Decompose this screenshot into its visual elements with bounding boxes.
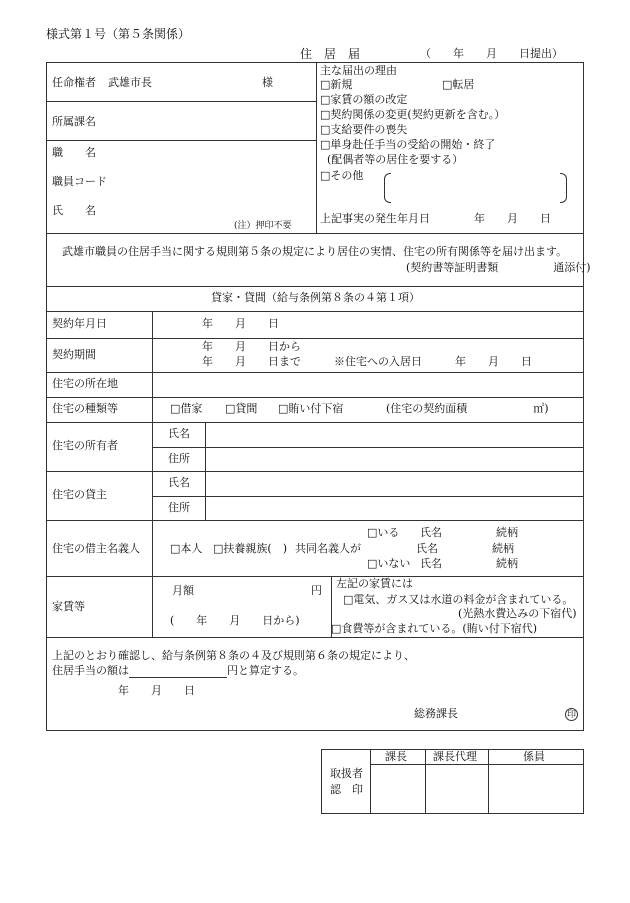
post-label: 職 名 — [52, 146, 96, 159]
owner-name-label: 氏名 — [168, 427, 190, 440]
form-number: 様式第１号（第５条関係） — [46, 27, 191, 41]
owner-address-label: 住所 — [168, 452, 190, 465]
general-affairs-manager: 総務課長 — [414, 707, 458, 720]
type-rent-house-checkbox[interactable]: □ 借家 — [170, 403, 202, 416]
submission-date: （ 年 月 日提出） — [420, 47, 563, 60]
manager-seal: 印 — [566, 710, 576, 720]
staff-code-label: 職員コード — [52, 175, 107, 188]
approval-col-manager: 課長 — [385, 750, 407, 763]
statement-attachment: (契約書等証明書類 通添付) — [406, 261, 591, 274]
staff-stamp-area[interactable] — [489, 765, 583, 813]
contract-date-value: 年 月 日 — [202, 317, 279, 330]
occurrence-date-label: 上記事実の発生年月日 — [320, 212, 430, 225]
occurrence-date-value: 年 月 日 — [474, 212, 551, 225]
seal-note: (注）押印不要 — [234, 221, 292, 231]
reasons-title: 主な届出の理由 — [320, 64, 397, 77]
co-present-checkbox[interactable]: □ いる — [367, 527, 399, 540]
appointer-value: 武雄市長 — [108, 76, 152, 89]
rent-yen-label: 円 — [311, 584, 322, 597]
approval-col-staff: 係員 — [523, 750, 545, 763]
reason-single-posting-note: (配偶者等の居住を要する） — [327, 153, 464, 166]
appointer-label: 任命権者 — [52, 76, 96, 89]
allowance-amount-field[interactable] — [129, 666, 227, 678]
tenant-label: 住宅の借主名義人 — [52, 542, 140, 555]
confirm-date: 年 月 日 — [118, 684, 195, 697]
co-name-3: 氏名 — [420, 557, 442, 570]
rent-food-checkbox[interactable]: □ 食費等が含まれている。(賄い付下宿代) — [331, 623, 537, 636]
honorific: 様 — [262, 76, 273, 89]
tenant-self-checkbox[interactable]: □ 本人 — [170, 543, 202, 556]
rent-includes-title: 左記の家賃には — [336, 577, 413, 590]
rental-heading: 貸家・貸間（給与条例第８条の４第１項） — [211, 291, 420, 304]
approval-col-deputy: 課長代理 — [433, 750, 477, 763]
rent-utilities-note: (光熱水費込みの下宿代) — [458, 607, 577, 620]
floor-area: (住宅の契約面積 ㎡) — [386, 402, 549, 415]
contract-period-to: 年 月 日まで — [202, 355, 301, 368]
co-name-1: 氏名 — [420, 526, 442, 539]
confirm-line1: 上記のとおり確認し、給与条例第８条の４及び規則第６条の規定により、 — [52, 649, 415, 662]
manager-stamp-area[interactable] — [371, 765, 425, 813]
address-label: 住宅の所在地 — [52, 377, 118, 390]
lessor-name-label: 氏名 — [168, 476, 190, 489]
confirm-line2: 住居手当の額は 円と算定する。 — [52, 664, 304, 677]
form-title: 住 居 届 — [300, 47, 361, 61]
other-bracket-left — [384, 173, 391, 203]
rent-utilities-checkbox[interactable]: □ 電気、ガス又は水道の料金が含まれている。 — [343, 594, 573, 607]
rent-from-date: ( 年 月 日から) — [170, 614, 300, 627]
co-relation-2: 続柄 — [492, 542, 514, 555]
other-bracket-right — [560, 173, 567, 203]
reason-new-checkbox[interactable]: □ 新規 — [320, 79, 352, 92]
approval-label-1: 取扱者 — [330, 767, 363, 780]
reason-other-checkbox[interactable]: □ その他 — [320, 170, 363, 183]
rent-monthly-label: 月額 — [172, 584, 194, 597]
lessor-address-label: 住所 — [168, 501, 190, 514]
name-label: 氏 名 — [52, 204, 96, 217]
section-label: 所属課名 — [52, 115, 96, 128]
lessor-label: 住宅の貸主 — [52, 488, 107, 501]
reason-move-checkbox[interactable]: □ 転居 — [442, 79, 474, 92]
co-absent-checkbox[interactable]: □ いない — [367, 558, 410, 571]
type-board-checkbox[interactable]: □ 賄い付下宿 — [278, 403, 343, 416]
approval-label-2: 認 印 — [330, 783, 363, 796]
type-rent-room-checkbox[interactable]: □ 貸間 — [225, 403, 257, 416]
co-tenant-label: 共同名義人が — [295, 542, 361, 555]
co-relation-1: 続柄 — [496, 526, 518, 539]
contract-period-label: 契約期間 — [52, 348, 96, 361]
reason-contract-change-checkbox[interactable]: □ 契約関係の変更(契約更新を含む。） — [320, 109, 505, 122]
tenant-dependent-checkbox[interactable]: □ 扶養親族( ) — [213, 543, 287, 556]
move-in-date: ※住宅への入居日 年 月 日 — [334, 355, 532, 368]
rent-label: 家賃等 — [52, 600, 85, 613]
reason-rent-change-checkbox[interactable]: □ 家賃の額の改定 — [320, 94, 407, 107]
reason-single-posting-checkbox[interactable]: □ 単身赴任手当の受給の開始・終了 — [320, 139, 495, 152]
co-relation-3: 続柄 — [496, 557, 518, 570]
reason-loss-checkbox[interactable]: □ 支給要件の喪失 — [320, 124, 407, 137]
statement-line1: 武雄市職員の住居手当に関する規則第５条の規定により居住の実情、住宅の所有関係等を届け出ます。 — [62, 245, 568, 258]
type-label: 住宅の種類等 — [52, 402, 118, 415]
deputy-stamp-area[interactable] — [426, 765, 488, 813]
owner-label: 住宅の所有者 — [52, 439, 118, 452]
contract-date-label: 契約年月日 — [52, 317, 107, 330]
co-name-2: 氏名 — [416, 542, 438, 555]
contract-period-from: 年 月 日から — [202, 340, 301, 353]
